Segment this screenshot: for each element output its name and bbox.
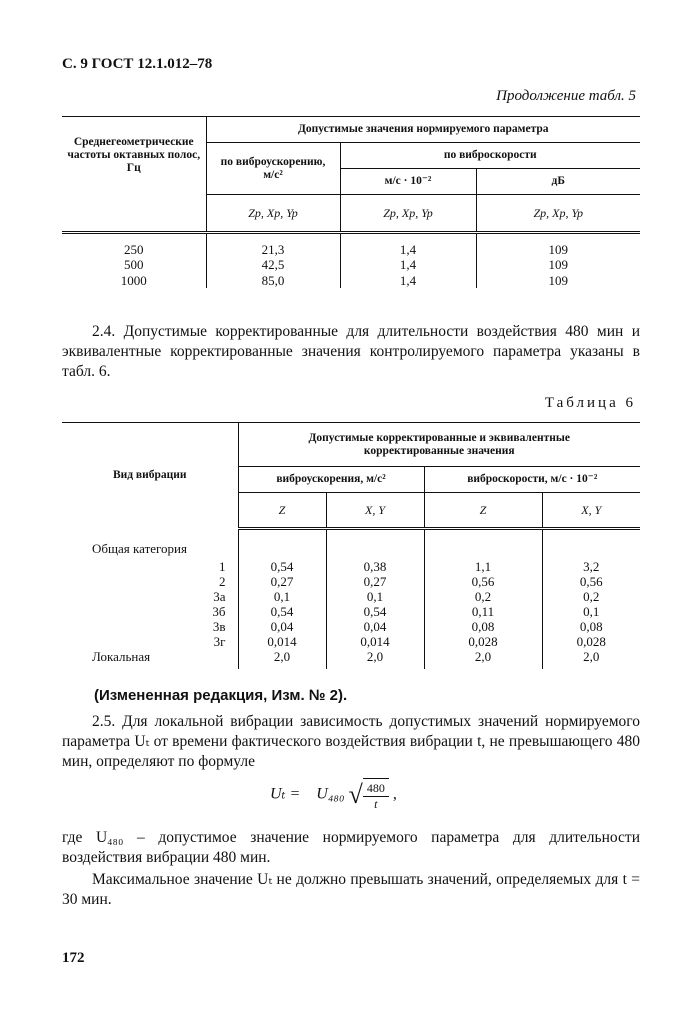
t5-header-frequency: Среднегеометрические частоты октавных полос, Гц bbox=[62, 117, 206, 195]
table-row: 1 0,54 0,38 1,1 3,2 bbox=[62, 559, 640, 574]
t6-header-accel-z: Z bbox=[238, 493, 326, 529]
t6-header-velocity: виброскорости, м/с · 10⁻² bbox=[424, 467, 640, 493]
table-row: 1000 85,0 1,4 109 bbox=[62, 272, 640, 288]
t5-header-accel: по виброускорению, м/с² bbox=[206, 143, 340, 195]
t6-header-vibration-type: Вид вибрации bbox=[62, 423, 238, 529]
table-row: 250 21,3 1,4 109 bbox=[62, 233, 640, 258]
t6-header-vel-z: Z bbox=[424, 493, 542, 529]
t5-header-group: Допустимые значения нормируемого параметра bbox=[206, 117, 640, 143]
t6-header-vel-xy: X, Y bbox=[542, 493, 640, 529]
formula-comma: , bbox=[392, 785, 397, 803]
formula-lhs: Uₜ = bbox=[270, 785, 301, 803]
table-row: 500 42,5 1,4 109 bbox=[62, 257, 640, 272]
table-row: 2 0,27 0,27 0,56 0,56 bbox=[62, 574, 640, 589]
t5-axes-accel: Zp, Xp, Yp bbox=[206, 195, 340, 233]
table-row: 3б 0,54 0,54 0,11 0,1 bbox=[62, 604, 640, 619]
paragraph-2-5: 2.5. Для локальной вибрации зависимость допустимых значений нормируемого параметра Uₜ от времени фактического воздействия вибрации t, не превышающего 480 мин, определяют по формуле bbox=[62, 713, 640, 770]
t6-header-accel-xy: X, Y bbox=[326, 493, 424, 529]
table-row: 3в 0,04 0,04 0,08 0,08 bbox=[62, 619, 640, 634]
t5-header-velocity: по виброскорости bbox=[340, 143, 640, 169]
table-row-category bbox=[62, 529, 640, 559]
table-row: 3а 0,1 0,1 0,2 0,2 bbox=[62, 589, 640, 604]
page-header: С. 9 ГОСТ 12.1.012–78 bbox=[62, 56, 213, 72]
paragraph-where: где U₄₈₀ – допустимое значение нормируемого параметра для длительности воздействия вибрации 480 мин. bbox=[62, 829, 640, 866]
formula-u480: U₄₈₀ bbox=[316, 785, 345, 803]
t6-header-accel: виброускорения, м/с² bbox=[238, 467, 424, 493]
table-6-caption: Таблица 6 bbox=[544, 395, 636, 411]
t5-header-vel-unit-ms: м/с · 10⁻² bbox=[340, 169, 476, 195]
paragraph-max: Максимальное значение Uₜ не должно превышать значений, определяемых для t = 30 мин. bbox=[62, 871, 640, 908]
formula-fraction bbox=[363, 778, 389, 812]
t5-axes-vel: Zp, Xp, Yp bbox=[340, 195, 476, 233]
table-row: 3г 0,014 0,014 0,028 0,028 bbox=[62, 634, 640, 649]
formula-denominator: t bbox=[374, 797, 378, 811]
table-5 bbox=[62, 116, 640, 288]
t6-header-group: Допустимые корректированные и эквивалентные корректированные значения bbox=[238, 423, 640, 467]
t5-header-vel-unit-db: дБ bbox=[476, 169, 640, 195]
amendment-note: (Измененная редакция, Изм. № 2). bbox=[94, 687, 348, 704]
table-continuation-label: Продолжение табл. 5 bbox=[496, 88, 636, 104]
sqrt-icon: √ bbox=[348, 780, 363, 809]
t6-category-label: Общая категория bbox=[92, 541, 187, 556]
paragraph-2-4: 2.4. Допустимые корректированные для длительности воздействия 480 мин и эквивалентные корректированные значения контролируемого параметра указаны в табл. 6. bbox=[62, 323, 640, 380]
page-number: 172 bbox=[62, 950, 85, 966]
formula bbox=[270, 778, 397, 812]
formula-numerator: 480 bbox=[363, 781, 389, 797]
table-row-local: Локальная 2,0 2,0 2,0 2,0 bbox=[62, 649, 640, 669]
t5-axes-db: Zp, Xp, Yp bbox=[476, 195, 640, 233]
table-6 bbox=[62, 422, 640, 669]
